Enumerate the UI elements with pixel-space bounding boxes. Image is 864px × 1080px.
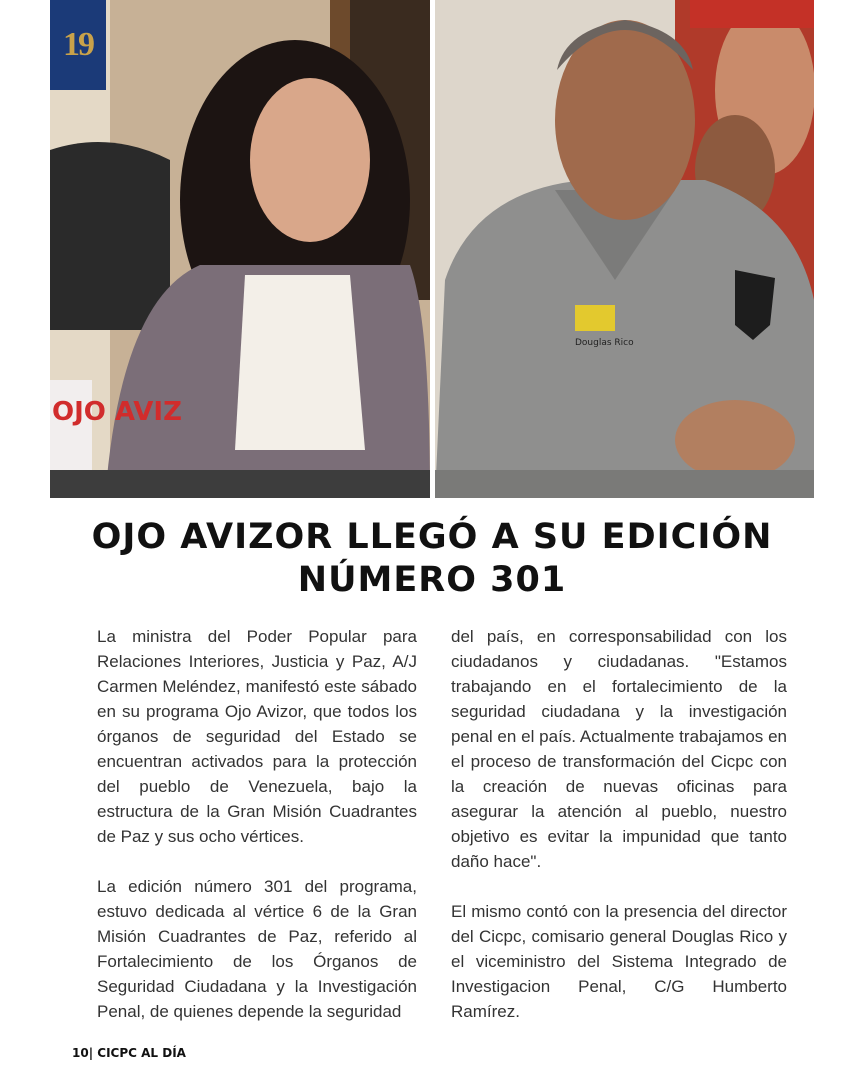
article-column-left bbox=[97, 624, 417, 1049]
article-title-line1: OJO AVIZOR LLEGÓ A SU EDICIÓN bbox=[91, 517, 773, 557]
article-title bbox=[60, 516, 804, 602]
page-footer bbox=[72, 1046, 186, 1060]
article-title-line2: NÚMERO 301 bbox=[297, 560, 567, 600]
photo-carmen-melendez bbox=[50, 0, 430, 498]
edition-badge-label: 19 bbox=[63, 26, 93, 63]
edition-badge bbox=[50, 0, 106, 90]
photo-row bbox=[50, 0, 814, 498]
shirt-name-tag: Douglas Rico bbox=[575, 338, 634, 348]
paragraph: del país, en corresponsabilidad con los ciudadanos y ciudadanas. "Estamos trabajando en el fortalecimiento de la seguridad ciudadana y la investigación penal en el país. Actualmente trabajamos en el proceso de transformación del Cicpc con la creación de nuevas oficinas para asegurar la atención al pueblo, nuestro objetivo es evitar la impunidad que tanto daño hace". bbox=[451, 627, 787, 871]
paragraph: La edición número 301 del programa, estuvo dedicada al vértice 6 de la Gran Misión Cuadrantes de Paz, referido al Fortalecimiento de los Órganos de Seguridad Ciudadana y la Investigación Penal, de quienes depende la seguridad bbox=[97, 877, 417, 1021]
ojo-avizor-sign: OJO AVIZ bbox=[52, 397, 182, 427]
footer-separator: | bbox=[88, 1046, 94, 1060]
photo-douglas-rico bbox=[435, 0, 814, 498]
paragraph: La ministra del Poder Popular para Relaciones Interiores, Justicia y Paz, A/J Carmen Meléndez, manifestó este sábado en su programa Ojo Avizor, que todos los órganos de seguridad del Estado se encuentran activados para la protección del pueblo de Venezuela, bajo la estructura de la Gran Misión Cuadrantes de Paz y sus ocho vértices. bbox=[97, 627, 417, 846]
paragraph: El mismo contó con la presencia del director del Cicpc, comisario general Douglas Rico y el viceministro del Sistema Integrado de Investigacion Penal, C/G Humberto Ramírez. bbox=[451, 902, 787, 1021]
article-column-right bbox=[451, 624, 787, 1049]
publication-name: CICPC AL DÍA bbox=[97, 1046, 186, 1060]
page-number: 10 bbox=[72, 1046, 89, 1060]
